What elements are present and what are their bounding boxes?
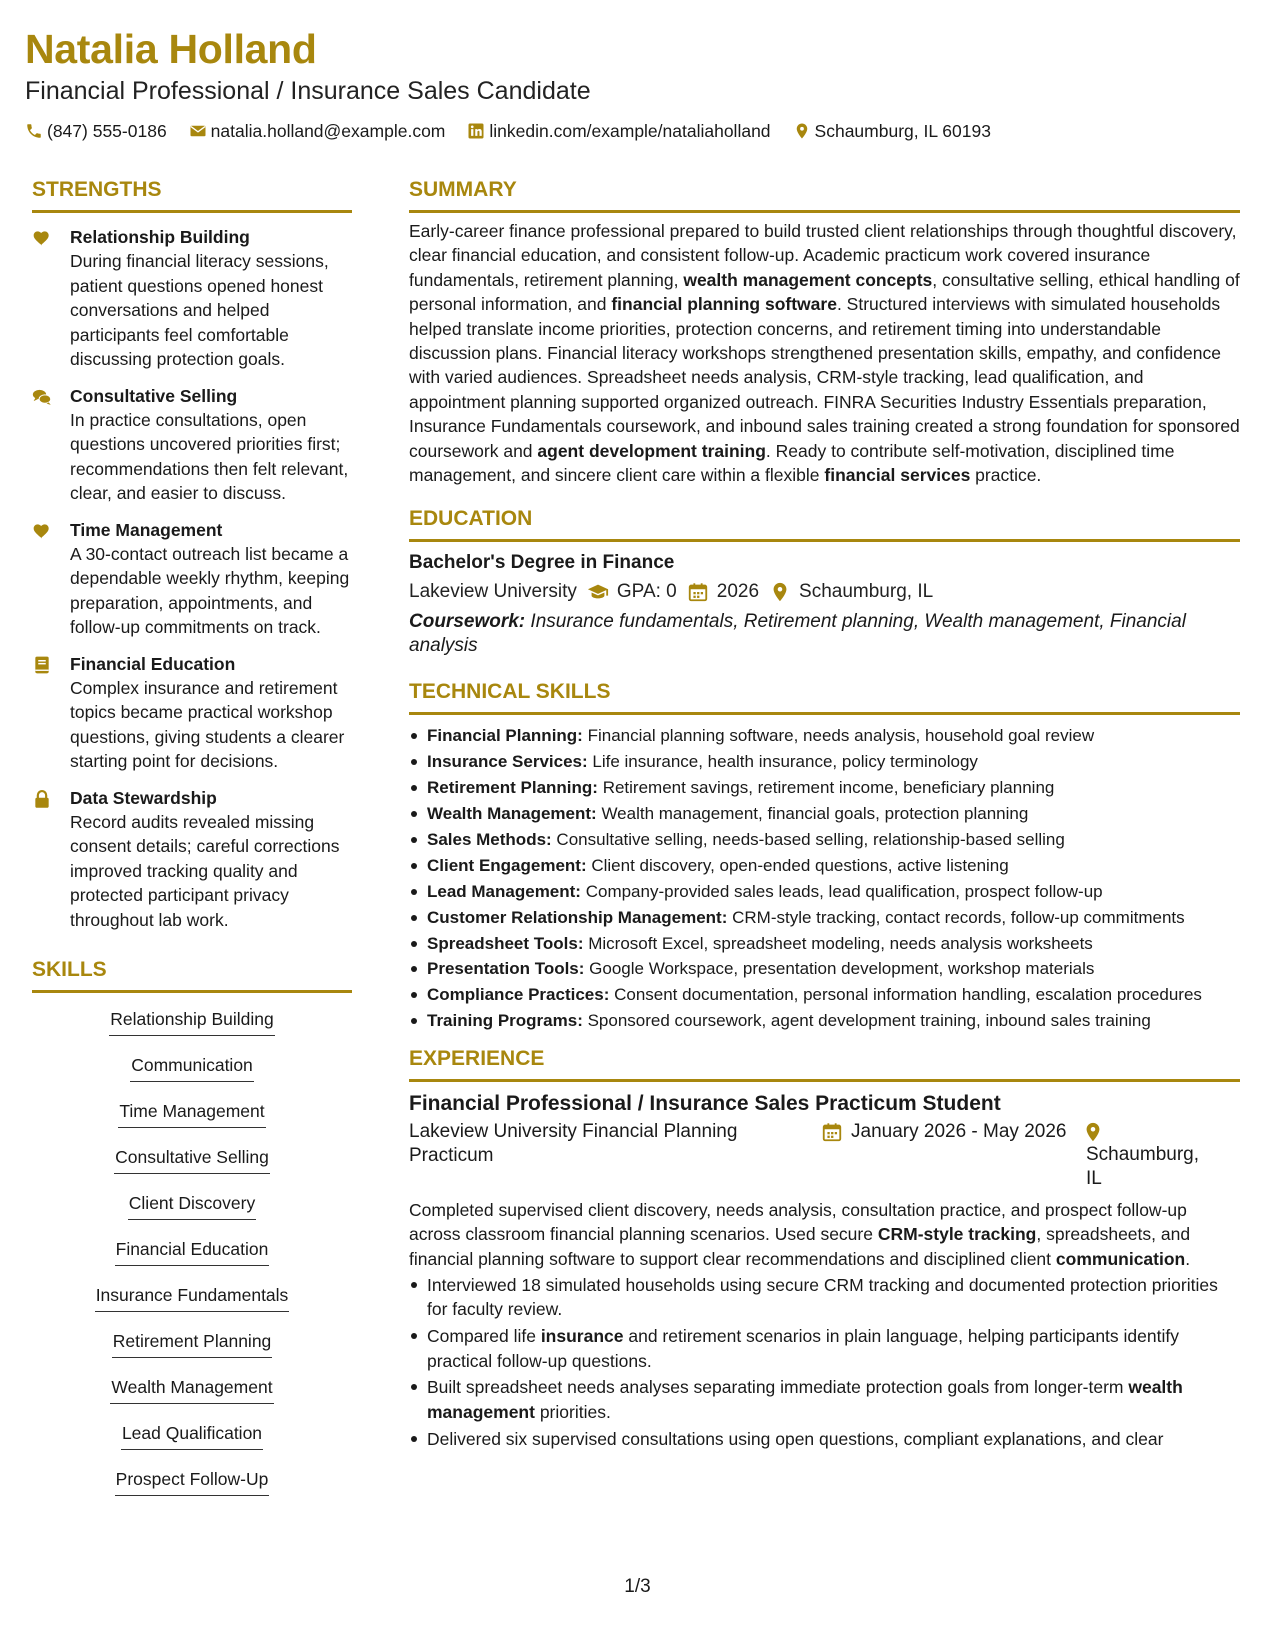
contact-email[interactable] bbox=[189, 119, 446, 143]
calendar-icon bbox=[821, 1121, 843, 1143]
strength-title: Consultative Selling bbox=[70, 385, 238, 406]
skill-category: Insurance Services: bbox=[427, 752, 588, 772]
strength-title: Data Stewardship bbox=[70, 787, 217, 808]
education-heading: EDUCATION bbox=[409, 505, 1240, 542]
degree-title: Bachelor's Degree in Finance bbox=[409, 552, 675, 574]
resume-header bbox=[25, 25, 1255, 143]
map-marker-icon bbox=[793, 122, 811, 140]
linkedin-icon bbox=[467, 122, 485, 140]
heart-icon bbox=[32, 228, 52, 248]
strength-desc: Complex insurance and retirement topics became practical workshop questions, giving students a clearer starting point for decisions. bbox=[70, 677, 345, 771]
coursework-label: Coursework: bbox=[409, 611, 526, 633]
list-item bbox=[409, 957, 1240, 981]
list-item bbox=[409, 854, 1240, 878]
candidate-subtitle: Financial Professional / Insurance Sales Candidate bbox=[25, 77, 591, 105]
job-desc-part: , spreadsheets, and financial planning software to support clear recommendations and disciplined client bbox=[409, 1224, 1191, 1269]
technical-skills-heading: TECHNICAL SKILLS bbox=[409, 678, 1240, 715]
lock-icon bbox=[32, 789, 52, 809]
skill-category: Spreadsheet Tools: bbox=[427, 933, 584, 953]
skill-tag: Time Management bbox=[118, 1099, 265, 1128]
skill-tag: Consultative Selling bbox=[114, 1145, 270, 1174]
skill-values: CRM-style tracking, contact records, follow-up commitments bbox=[727, 907, 1185, 927]
bullet-text: Built spreadsheet needs analyses separating immediate protection goals from longer-term bbox=[427, 1377, 1129, 1398]
summary-heading: SUMMARY bbox=[409, 176, 1240, 213]
skill-category: Retirement Planning: bbox=[427, 778, 598, 798]
bullet-text: and retirement scenarios in plain language, helping participants identify practical follow-up questions. bbox=[427, 1326, 1179, 1371]
skill-values: Client discovery, open-ended questions, active listening bbox=[586, 855, 1009, 875]
summary-keyword: financial services bbox=[824, 465, 971, 486]
experience-bullets bbox=[409, 1273, 1240, 1451]
job-desc-part: Completed supervised client discovery, needs analysis, consultation practice, and prospect follow-up across classroom financial planning scenarios. Used secure bbox=[409, 1199, 1187, 1245]
job-desc-part: . bbox=[1185, 1248, 1191, 1269]
summary-text bbox=[409, 219, 1240, 487]
left-column bbox=[32, 176, 352, 1513]
contact-location bbox=[793, 119, 991, 143]
coursework bbox=[409, 610, 1240, 658]
job-meta bbox=[409, 1120, 1240, 1192]
strength-item bbox=[32, 652, 352, 774]
experience-heading: EXPERIENCE bbox=[409, 1045, 1240, 1082]
bullet-text: priorities. bbox=[534, 1401, 611, 1422]
skill-tag: Insurance Fundamentals bbox=[95, 1283, 290, 1312]
skill-category: Compliance Practices: bbox=[427, 985, 610, 1005]
job-location bbox=[1076, 1120, 1206, 1192]
skill-category: Training Programs: bbox=[427, 1011, 583, 1031]
graduation-year: 2026 bbox=[716, 581, 760, 603]
skill-values: Life insurance, health insurance, policy terminology bbox=[587, 752, 978, 772]
strength-item bbox=[32, 225, 352, 372]
list-item bbox=[409, 983, 1240, 1007]
linkedin-text: linkedin.com/example/nataliaholland bbox=[489, 121, 771, 141]
bullet-keyword: wealth management bbox=[427, 1377, 1183, 1422]
strength-title: Financial Education bbox=[70, 653, 236, 674]
skill-values: Consultative selling, needs-based selling, relationship-based selling bbox=[551, 830, 1065, 850]
skills-heading: SKILLS bbox=[32, 956, 352, 993]
list-item bbox=[409, 776, 1240, 800]
job-date-text: January 2026 - May 2026 bbox=[851, 1120, 1067, 1142]
candidate-name: Natalia Holland bbox=[25, 26, 317, 72]
skill-tag: Client Discovery bbox=[128, 1191, 256, 1220]
comments-icon bbox=[32, 387, 52, 407]
skill-category: Customer Relationship Management: bbox=[427, 907, 728, 927]
bullet-text: Interviewed 18 simulated households using secure CRM tracking and documented protection priorities for faculty review. bbox=[427, 1274, 1218, 1320]
strength-title: Relationship Building bbox=[70, 227, 250, 247]
job-description bbox=[409, 1198, 1240, 1271]
list-item bbox=[409, 1273, 1240, 1322]
skill-tag: Communication bbox=[130, 1053, 254, 1082]
strength-desc: Record audits revealed missing consent details; careful corrections improved tracking quality and protected participant privacy throughout lab work. bbox=[70, 811, 340, 930]
summary-part: Early-career finance professional prepared to build trusted client relationships through thoughtful discovery, clear financial education, and consistent follow-up. Academic practicum work covered insurance fundamentals, retirement planning, bbox=[409, 221, 1237, 290]
skill-category: Financial Planning: bbox=[427, 726, 583, 746]
skill-tag: Wealth Management bbox=[110, 1375, 273, 1404]
book-icon bbox=[32, 655, 52, 675]
location-text: Schaumburg, IL 60193 bbox=[814, 121, 991, 141]
skill-tag: Lead Qualification bbox=[121, 1421, 263, 1450]
summary-keyword: wealth management concepts bbox=[683, 269, 933, 290]
contact-bar bbox=[25, 119, 1255, 143]
skill-values: Retirement savings, retirement income, beneficiary planning bbox=[597, 778, 1055, 798]
list-item bbox=[409, 1009, 1240, 1033]
list-item bbox=[409, 750, 1240, 774]
summary-part: practice. bbox=[970, 465, 1042, 486]
contact-linkedin[interactable] bbox=[467, 119, 770, 143]
skill-values: Financial planning software, needs analysis, household goal review bbox=[582, 726, 1095, 746]
job-desc-keyword: communication bbox=[1055, 1248, 1186, 1269]
skill-values: Microsoft Excel, spreadsheet modeling, needs analysis worksheets bbox=[583, 933, 1093, 953]
gpa-text: GPA: 0 bbox=[616, 581, 677, 603]
contact-phone[interactable] bbox=[25, 119, 167, 143]
skill-tag: Retirement Planning bbox=[112, 1329, 273, 1358]
summary-part: . Structured interviews with simulated households helped translate income priorities, protection concerns, and retirement timing into understandable discussion plans. Financial literacy workshops strengthened presentation skills, empathy, and confidence with varied audiences. Spreadsheet needs analysis, CRM-style tracking, lead qualification, and appointment planning supported organized outreach. FINRA Securities Industry Essentials preparation, Insurance Fundamentals coursework, and inbound sales training created a strong foundation for sponsored coursework and bbox=[409, 294, 1240, 461]
bullet-keyword: insurance bbox=[540, 1326, 624, 1347]
summary-part: , consultative selling, ethical handling of personal information, and bbox=[409, 269, 1240, 315]
strengths-heading: STRENGTHS bbox=[32, 176, 352, 213]
list-item bbox=[409, 828, 1240, 852]
skill-values: Google Workspace, presentation development, workshop materials bbox=[584, 959, 1095, 979]
skill-category: Wealth Management: bbox=[427, 804, 597, 824]
technical-skills-list bbox=[409, 724, 1240, 1032]
job-desc-keyword: CRM-style tracking bbox=[877, 1224, 1037, 1245]
coursework-list: Insurance fundamentals, Retirement planning, Wealth management, Financial analysis bbox=[409, 611, 1186, 657]
skill-values: Sponsored coursework, agent development training, inbound sales training bbox=[582, 1011, 1151, 1031]
phone-icon bbox=[25, 122, 43, 140]
heart-icon bbox=[32, 521, 52, 541]
skill-values: Company-provided sales leads, lead qualification, prospect follow-up bbox=[580, 881, 1103, 901]
list-item bbox=[409, 1375, 1240, 1424]
bullet-text: Delivered six supervised consultations using open questions, compliant explanations, and clear bbox=[427, 1428, 1164, 1449]
skill-tag: Prospect Follow-Up bbox=[115, 1467, 270, 1496]
job-organization: Lakeview University Financial Planning Practicum bbox=[409, 1120, 738, 1167]
skill-category: Client Engagement: bbox=[427, 855, 587, 875]
list-item bbox=[409, 1324, 1240, 1373]
job-title: Financial Professional / Insurance Sales Practicum Student bbox=[409, 1091, 1001, 1115]
skill-values: Wealth management, financial goals, protection planning bbox=[596, 804, 1029, 824]
list-item bbox=[409, 1427, 1240, 1451]
skill-category: Presentation Tools: bbox=[427, 959, 585, 979]
strength-item bbox=[32, 786, 352, 933]
list-item bbox=[409, 906, 1240, 930]
calendar-icon bbox=[687, 581, 709, 603]
strength-desc: During financial literacy sessions, patient questions opened honest conversations and helped participants feel comfortable discussing protection goals. bbox=[70, 251, 329, 369]
map-marker-icon bbox=[1082, 1121, 1104, 1143]
map-marker-icon bbox=[769, 581, 791, 603]
skill-category: Sales Methods: bbox=[427, 830, 552, 850]
school-name: Lakeview University bbox=[409, 581, 577, 603]
bullet-text: Compared life bbox=[427, 1326, 541, 1347]
strength-item bbox=[32, 518, 352, 640]
summary-keyword: agent development training bbox=[537, 440, 766, 461]
list-item bbox=[409, 724, 1240, 748]
list-item bbox=[409, 932, 1240, 956]
summary-keyword: financial planning software bbox=[611, 294, 837, 315]
list-item bbox=[409, 880, 1240, 904]
list-item bbox=[409, 802, 1240, 826]
strength-desc: In practice consultations, open questions uncovered priorities first; recommendations then felt relevant, clear, and easier to discuss. bbox=[70, 409, 349, 503]
phone-text: (847) 555-0186 bbox=[47, 121, 167, 141]
education-meta bbox=[409, 578, 1240, 606]
skill-tag: Relationship Building bbox=[109, 1007, 274, 1036]
skill-list bbox=[32, 1007, 352, 1513]
page-number: 1/3 bbox=[624, 1576, 651, 1597]
graduation-cap-icon bbox=[587, 581, 609, 603]
job-dates bbox=[821, 1120, 1076, 1192]
strength-desc: A 30-contact outreach list became a dependable weekly rhythm, keeping preparation, appointments, and follow-up commitments on track. bbox=[70, 543, 350, 637]
email-text: natalia.holland@example.com bbox=[210, 121, 446, 141]
skill-tag: Financial Education bbox=[115, 1237, 270, 1266]
envelope-icon bbox=[189, 122, 207, 140]
skill-values: Consent documentation, personal information handling, escalation procedures bbox=[609, 985, 1202, 1005]
strength-title: Time Management bbox=[70, 519, 223, 540]
education-location: Schaumburg, IL bbox=[799, 581, 934, 603]
right-column bbox=[409, 176, 1240, 1453]
strength-item bbox=[32, 384, 352, 506]
summary-part: . Ready to contribute self-motivation, disciplined time management, and sincere client care within a flexible bbox=[409, 440, 1175, 486]
job-location-text: Schaumburg, IL bbox=[1086, 1143, 1200, 1190]
skill-category: Lead Management: bbox=[427, 881, 581, 901]
